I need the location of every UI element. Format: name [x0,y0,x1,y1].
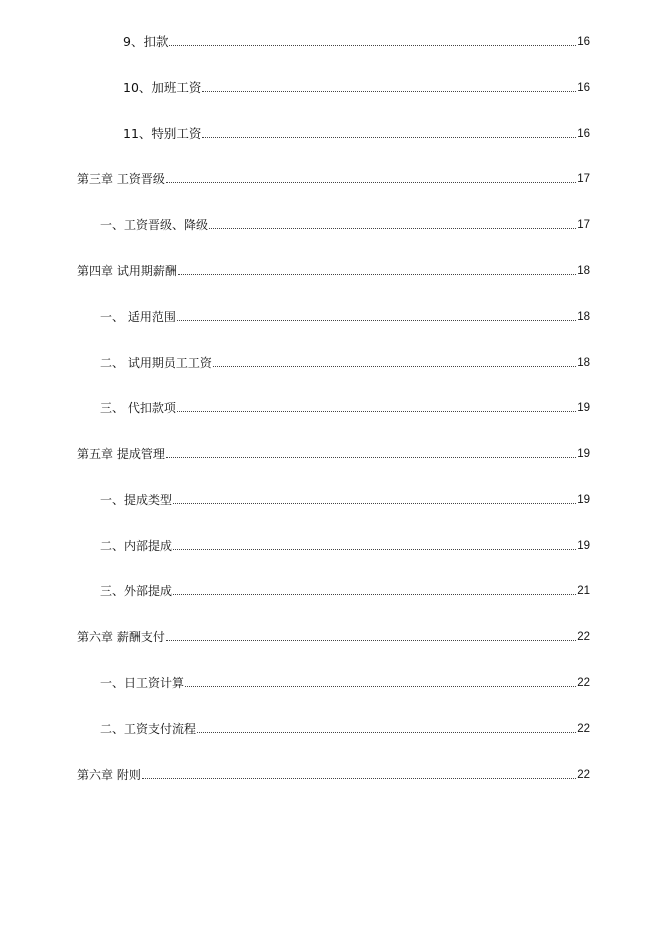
toc-dot-leader [173,593,576,595]
toc-entry-page: 19 [577,448,590,460]
toc-entry-label: 三、 代扣款项 [100,401,176,415]
toc-entry-label: 二、工资支付流程 [100,722,197,736]
toc-entry-page: 16 [577,128,590,140]
toc-entry[interactable] [123,123,590,141]
toc-entry-page: 22 [577,677,590,689]
toc-entry[interactable] [100,718,590,736]
toc-entry-label: 第六章 附则 [77,768,141,782]
toc-dot-leader [202,90,576,92]
toc-entry-label: 第五章 提成管理 [77,447,165,461]
toc-entry[interactable] [100,489,590,507]
toc-entry-label: 一、日工资计算 [100,676,185,690]
toc-entry-label: 9、扣款 [123,34,169,49]
toc-dot-leader [142,777,576,779]
toc-entry-page: 22 [577,723,590,735]
toc-entry[interactable] [77,626,590,644]
toc-entry-page: 21 [577,585,590,597]
toc-entry-page: 19 [577,540,590,552]
toc-entry-page: 17 [577,219,590,231]
toc-entry-label: 10、加班工资 [123,80,202,95]
toc-entry-label: 11、特别工资 [123,126,202,141]
toc-dot-leader [173,548,576,550]
toc-entry-page: 16 [577,82,590,94]
toc-entry[interactable] [123,77,590,95]
toc-dot-leader [166,181,576,183]
toc-entry-label: 三、外部提成 [100,584,173,598]
toc-entry-label: 一、工资晋级、降级 [100,218,209,232]
toc-entry[interactable] [100,352,590,370]
toc-entry-label: 第三章 工资晋级 [77,172,165,186]
toc-entry-page: 19 [577,402,590,414]
toc-entry-label: 二、 试用期员工工资 [100,356,212,370]
toc-entry-page: 18 [577,357,590,369]
toc-entry-label: 第四章 试用期薪酬 [77,264,177,278]
toc-entry-label: 二、内部提成 [100,539,173,553]
toc-entry-label: 一、提成类型 [100,493,173,507]
toc-dot-leader [177,319,576,321]
toc-dot-leader [177,410,576,412]
toc-entry[interactable] [77,168,590,186]
toc-entry[interactable] [100,214,590,232]
toc-entry-label: 一、 适用范围 [100,310,176,324]
toc-dot-leader [202,136,576,138]
toc-entry[interactable] [100,672,590,690]
toc-entry[interactable] [77,260,590,278]
toc-entry[interactable] [100,397,590,415]
toc-entry[interactable] [123,31,590,49]
toc-entry[interactable] [77,443,590,461]
toc-entry-label: 第六章 薪酬支付 [77,630,165,644]
toc-entry-page: 17 [577,173,590,185]
toc-dot-leader [185,685,576,687]
toc-entry[interactable] [100,580,590,598]
toc-dot-leader [213,365,576,367]
toc-entry[interactable] [77,764,590,782]
toc-entry-page: 16 [577,36,590,48]
toc-dot-leader [166,639,576,641]
toc-dot-leader [209,227,576,229]
toc-entry-page: 22 [577,631,590,643]
toc-entry-page: 18 [577,265,590,277]
toc-entry-page: 22 [577,769,590,781]
toc-dot-leader [166,456,576,458]
toc-entry[interactable] [100,535,590,553]
toc-dot-leader [197,731,576,733]
toc-entry-page: 18 [577,311,590,323]
toc-dot-leader [173,502,576,504]
toc-dot-leader [178,273,576,275]
toc-entry-page: 19 [577,494,590,506]
toc-entry[interactable] [100,306,590,324]
toc-dot-leader [169,44,576,46]
